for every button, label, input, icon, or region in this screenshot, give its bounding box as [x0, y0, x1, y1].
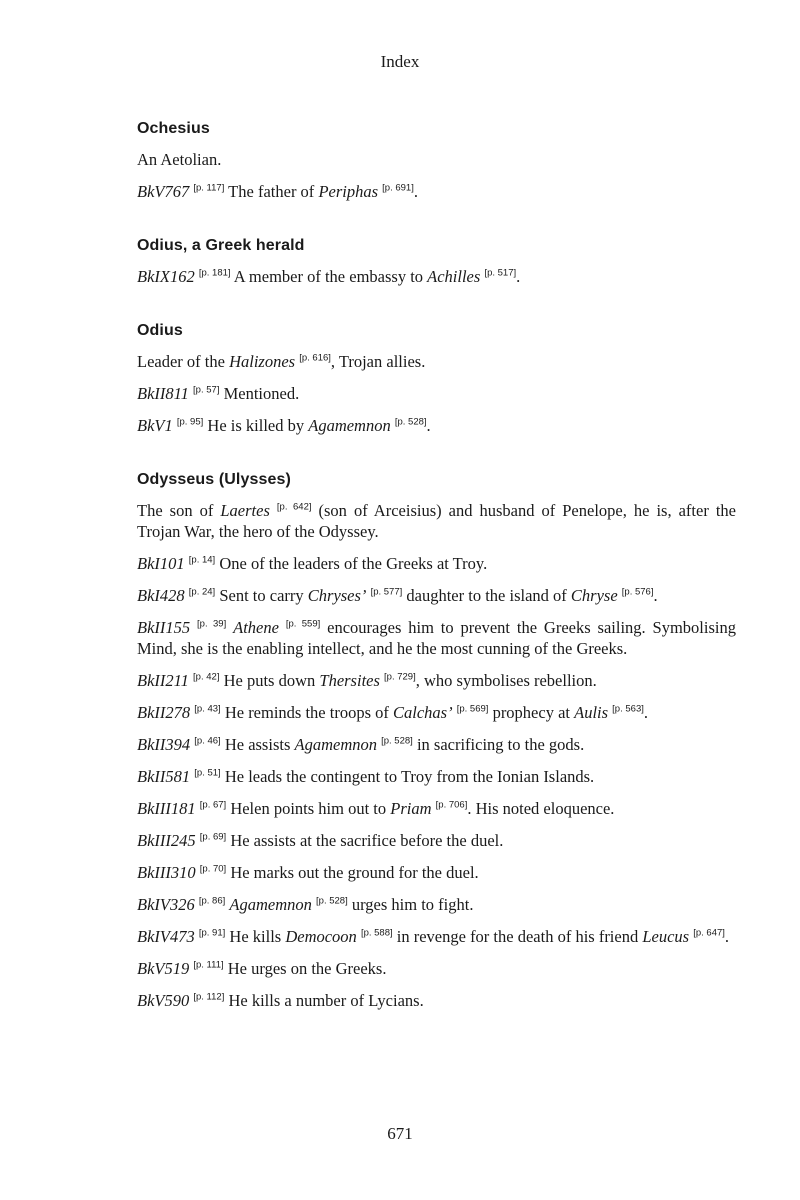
entry-title: Odius, a Greek herald — [137, 237, 305, 254]
cross-reference-name: Priam — [390, 799, 432, 818]
entry-paragraph — [137, 958, 736, 979]
entry-paragraph — [137, 585, 736, 606]
entry-paragraph — [137, 351, 736, 372]
book-line-reference: BkIV473 — [137, 927, 195, 946]
page-reference: [p. 528] — [381, 735, 413, 747]
text-run: , Trojan allies. — [330, 352, 426, 371]
cross-reference-name: Agamemnon — [229, 895, 312, 914]
text-run: Sent to carry — [215, 586, 308, 605]
entry-paragraph — [137, 181, 736, 202]
page-reference: [p. 117] — [193, 182, 225, 194]
entry-paragraph — [137, 766, 736, 787]
page-reference: [p. 43] — [194, 703, 221, 715]
entry-paragraph — [137, 553, 736, 574]
cross-reference-name: Chryse — [570, 586, 618, 605]
cross-reference-name: Democoon — [285, 927, 357, 946]
text-run — [190, 618, 197, 637]
text-run: . — [643, 703, 648, 722]
page-reference: [p. 111] — [193, 959, 224, 971]
book-line-reference: BkII155 — [137, 618, 191, 637]
page-reference: [p. 51] — [194, 767, 221, 779]
text-run: . His noted eloquence. — [467, 799, 615, 818]
entry-paragraph — [137, 734, 736, 755]
page-reference: [p. 576] — [621, 586, 654, 598]
page-reference: [p. 528] — [394, 416, 427, 428]
text-run: The son of — [137, 501, 221, 520]
entry-paragraph — [137, 670, 736, 691]
page-reference: [p. 517] — [484, 267, 517, 279]
cross-reference-name: Halizones — [229, 352, 296, 371]
book-line-reference: BkII581 — [137, 767, 191, 786]
entry-paragraph — [137, 894, 736, 915]
cross-reference-name: Calchas’ — [393, 703, 453, 722]
text-run: He kills a number of Lycians. — [224, 991, 424, 1010]
cross-reference-name: Aulis — [574, 703, 609, 722]
page-reference: [p. 691] — [382, 182, 414, 194]
cross-reference-name: Achilles — [427, 267, 481, 286]
text-run: . — [516, 267, 521, 286]
entry-paragraph — [137, 617, 736, 659]
entry-title: Odius — [137, 322, 183, 339]
page-reference: [p. 577] — [370, 586, 403, 598]
text-run: in sacrificing to the gods. — [412, 735, 585, 754]
index-entry — [137, 320, 736, 436]
text-run: encourages him to prevent the Greeks sailing. Symbolising Mind, she is the enabling intellect, and he the most cunning of the Greeks. — [137, 618, 736, 658]
text-run: One of the leaders of the Greeks at Troy. — [215, 554, 488, 573]
text-run: He assists — [220, 735, 295, 754]
page-reference: [p. 39] — [197, 618, 227, 630]
text-run: He puts down — [219, 671, 320, 690]
text-run: A member of the embassy to — [230, 267, 428, 286]
page-reference: [p. 46] — [194, 735, 221, 747]
book-line-reference: BkV519 — [137, 959, 190, 978]
text-run: He reminds the troops of — [220, 703, 394, 722]
text-run: He marks out the ground for the duel. — [226, 863, 479, 882]
text-run: (son of Arceisius) and husband of Penelope, he is, after the Trojan War, the hero of the Odyssey. — [137, 501, 736, 541]
text-run: Mentioned. — [219, 384, 300, 403]
page-reference: [p. 86] — [198, 895, 226, 907]
cross-reference-name: Agamemnon — [308, 416, 391, 435]
cross-reference-name: Agamemnon — [294, 735, 377, 754]
page-reference: [p. 559] — [285, 618, 321, 630]
entry-paragraph — [137, 990, 736, 1011]
book-line-reference: BkV590 — [137, 991, 190, 1010]
text-run: daughter to the island of — [402, 586, 571, 605]
entry-title: Ochesius — [137, 120, 210, 137]
book-line-reference: BkIX162 — [137, 267, 195, 286]
book-line-reference: BkIV326 — [137, 895, 195, 914]
index-entry — [137, 235, 736, 287]
cross-reference-name: Laertes — [220, 501, 270, 520]
text-run: . — [653, 586, 658, 605]
book-line-reference: BkII278 — [137, 703, 191, 722]
running-head: Index — [380, 52, 420, 71]
entry-paragraph — [137, 798, 736, 819]
page-reference: [p. 528] — [316, 895, 348, 907]
text-run: He kills — [225, 927, 286, 946]
entry-paragraph — [137, 415, 736, 436]
cross-reference-name: Thersites — [319, 671, 380, 690]
text-run — [279, 618, 286, 637]
text-run: . — [724, 927, 730, 946]
book-line-reference: BkI101 — [137, 554, 185, 573]
text-run: He leads the contingent to Troy from the Ionian Islands. — [220, 767, 595, 786]
index-entry — [137, 118, 736, 202]
book-line-reference: BkV767 — [137, 182, 190, 201]
entry-paragraph — [137, 383, 736, 404]
book-line-reference: BkV1 — [137, 416, 173, 435]
entry-paragraph — [137, 149, 736, 170]
text-run: The father of — [224, 182, 319, 201]
page-reference: [p. 70] — [199, 863, 227, 875]
entry-paragraph — [137, 702, 736, 723]
book-line-reference: BkIII245 — [137, 831, 196, 850]
page-reference: [p. 563] — [612, 703, 644, 715]
text-run: prophecy at — [488, 703, 575, 722]
text-run: , who symbolises rebellion. — [415, 671, 597, 690]
page-reference: [p. 42] — [193, 671, 220, 683]
entry-title: Odysseus (Ulysses) — [137, 471, 291, 488]
page-reference: [p. 706] — [435, 799, 468, 811]
index-content — [137, 118, 736, 1044]
text-run: An Aetolian. — [137, 150, 222, 169]
book-line-reference: BkII811 — [137, 384, 189, 403]
text-run: He is killed by — [203, 416, 309, 435]
page-number: 671 — [387, 1124, 413, 1143]
text-run: . — [413, 182, 418, 201]
page-reference: [p. 112] — [193, 991, 225, 1003]
book-line-reference: BkII394 — [137, 735, 191, 754]
page-reference: [p. 647] — [693, 927, 725, 939]
text-run: He urges on the Greeks. — [223, 959, 387, 978]
page-reference: [p. 616] — [299, 352, 331, 364]
page-reference: [p. 181] — [198, 267, 231, 279]
page-reference: [p. 24] — [188, 586, 216, 598]
cross-reference-name: Chryses’ — [307, 586, 367, 605]
book-line-reference: BkIII310 — [137, 863, 196, 882]
page-reference: [p. 91] — [198, 927, 226, 939]
text-run: Leader of the — [137, 352, 230, 371]
entry-paragraph — [137, 500, 736, 542]
cross-reference-name: Periphas — [318, 182, 379, 201]
text-run: urges him to fight. — [347, 895, 474, 914]
book-line-reference: BkIII181 — [137, 799, 196, 818]
text-run: Helen points him out to — [226, 799, 391, 818]
page-reference: [p. 642] — [276, 501, 312, 513]
book-line-reference: BkI428 — [137, 586, 185, 605]
page-reference: [p. 569] — [456, 703, 489, 715]
cross-reference-name: Athene — [233, 618, 279, 637]
page-reference: [p. 729] — [384, 671, 416, 683]
page-reference: [p. 57] — [193, 384, 220, 396]
cross-reference-name: Leucus — [642, 927, 690, 946]
text-run: He assists at the sacrifice before the duel. — [226, 831, 504, 850]
page-reference: [p. 14] — [188, 554, 216, 566]
page-reference: [p. 69] — [199, 831, 227, 843]
page-reference: [p. 95] — [176, 416, 204, 428]
entry-paragraph — [137, 830, 736, 851]
page-reference: [p. 588] — [360, 927, 393, 939]
text-run: . — [426, 416, 431, 435]
text-run: in revenge for the death of his friend — [392, 927, 643, 946]
index-entry — [137, 469, 736, 1011]
book-line-reference: BkII211 — [137, 671, 189, 690]
entry-paragraph — [137, 926, 736, 947]
entry-paragraph — [137, 266, 736, 287]
page-reference: [p. 67] — [199, 799, 227, 811]
text-run — [270, 501, 277, 520]
entry-paragraph — [137, 862, 736, 883]
